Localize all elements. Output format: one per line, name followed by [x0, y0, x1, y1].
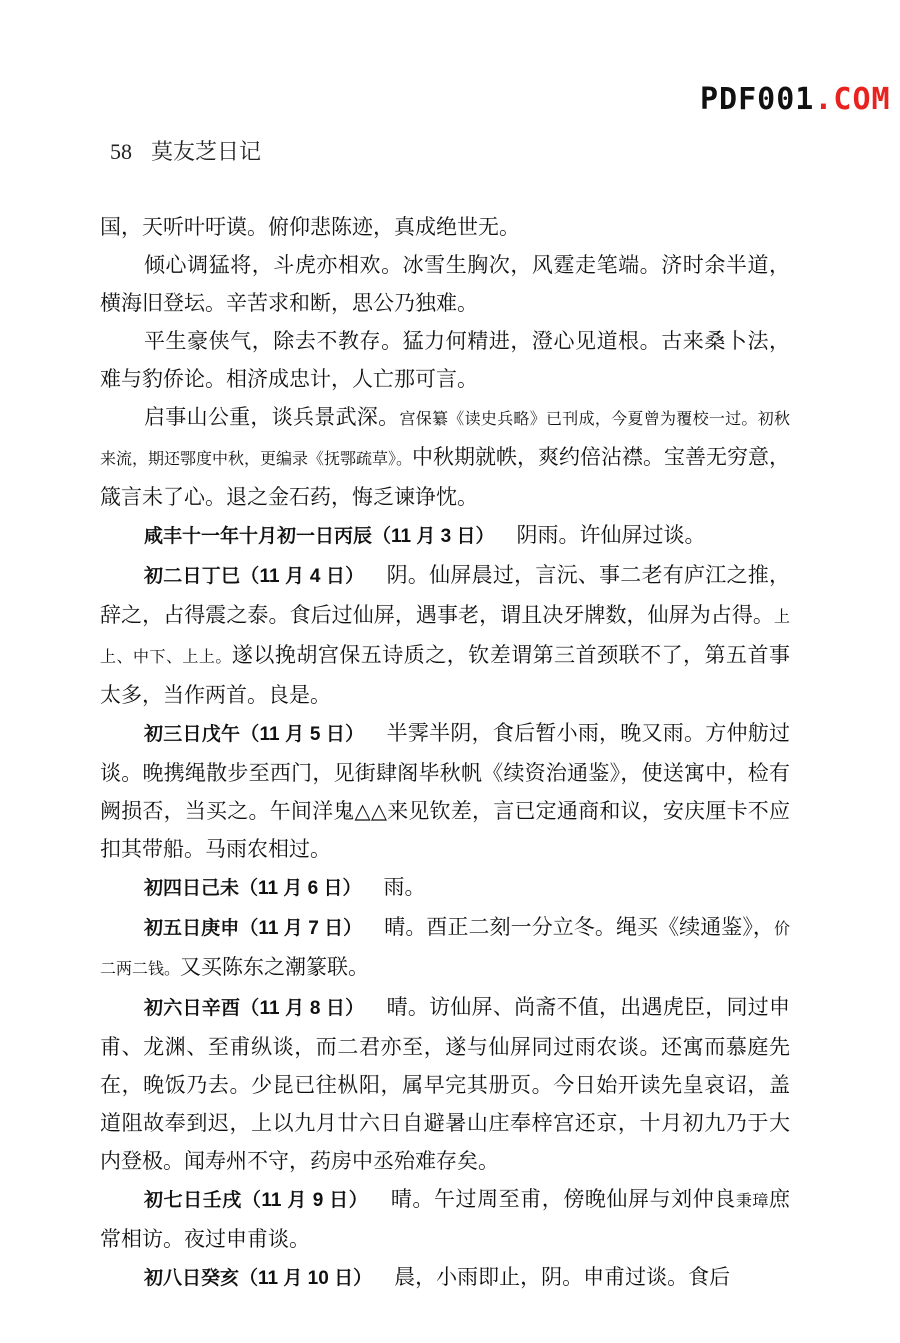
entry-date-heading: 初二日丁巳（11 月 4 日）	[144, 565, 365, 587]
page-number: 58	[110, 139, 132, 164]
entry-text: 庶常相访。夜过申甫谈。	[100, 1187, 790, 1251]
page-header	[110, 135, 261, 166]
watermark-logo: PDF001.COM	[700, 82, 891, 117]
diary-entry	[100, 868, 790, 908]
poem-stanza: 倾心调猛将，斗虎亦相欢。冰雪生胸次，风霆走笔端。济时余半道，横海旧登坛。辛苦求和断，思公乃独难。	[100, 253, 790, 315]
entry-text: 阴雨。许仙屏过谈。	[516, 523, 706, 547]
annotation: 秉璋	[735, 1191, 769, 1210]
entry-text: 晨，小雨即止，阴。申甫过谈。食后	[394, 1265, 731, 1289]
page-body	[100, 208, 790, 1298]
poem-line: 国，天听叶吁谟。俯仰悲陈迹，真成绝世无。	[100, 215, 520, 239]
entry-text: 遂以挽胡宫保五诗质之，钦差谓第三首颈联不了，第五首事太多，当作两首。良是。	[100, 643, 790, 707]
diary-entry	[100, 516, 790, 556]
entry-text: 半霁半阴，食后暂小雨，晚又雨。方仲舫过谈。晚携绳散步至西门，见街肆阁毕秋帆《续资治通鉴》，使送寓中，检有阙损否，当买之。午间洋鬼△△来见钦差，言已定通商和议，安庆厘卡不应扣其带船。马雨农相过。	[100, 721, 790, 861]
entry-date-heading: 初六日辛酉（11 月 8 日）	[144, 997, 365, 1019]
entry-text: 阴。仙屏晨过，言沅、事二老有庐江之推，辞之，占得震之泰。食后过仙屏，遇事老，谓且决牙牌数，仙屏为占得。	[100, 563, 790, 627]
diary-entry	[100, 714, 790, 868]
entry-date-heading: 初三日戊午（11 月 5 日）	[144, 723, 365, 745]
diary-entry	[100, 1258, 790, 1298]
entry-date-heading: 咸丰十一年十月初一日丙辰（11 月 3 日）	[144, 525, 495, 547]
entry-text: 又买陈东之潮篆联。	[180, 955, 370, 979]
diary-entry	[100, 988, 790, 1180]
entry-text: 晴。酉正二刻一分立冬。绳买《续通鉴》，	[384, 915, 774, 939]
poem-stanza: 启事山公重，谈兵景武深。宫保纂《读史兵略》已刊成，今夏曾为覆校一过。初秋来流，期还鄂度中秋，更编录《抚鄂疏草》。中秋期就帙，爽约倍沾襟。宝善无穷意，箴言未了心。退之金石药，悔乏谏诤忱。	[100, 405, 791, 509]
annotation: 价二两二钱。	[100, 919, 790, 978]
entry-date-heading: 初五日庚申（11 月 7 日）	[144, 917, 363, 939]
entry-date-heading: 初八日癸亥（11 月 10 日）	[144, 1267, 373, 1289]
diary-entry	[100, 556, 790, 714]
entry-text: 晴。午过周至甫，傍晚仙屏与刘仲良	[390, 1187, 736, 1211]
diary-entry	[100, 1180, 790, 1258]
book-title: 莫友芝日记	[151, 140, 262, 165]
entry-text: 晴。访仙屏、尚斋不值，出遇虎臣，同过申甫、龙渊、至甫纵谈，而二君亦至，遂与仙屏同过雨农谈。还寓而慕庭先在，晚饭乃去。少昆已往枞阳，属早完其册页。今日始开读先皇哀诏，盖道阻故奉到迟，上以九月廿六日自避暑山庄奉梓宫还京，十月初九乃于大内登极。闻寿州不守，药房中丞殆难存矣。	[100, 995, 790, 1173]
entry-date-heading: 初七日壬戌（11 月 9 日）	[144, 1189, 369, 1211]
poem-stanza: 平生豪侠气，除去不教存。猛力何精进，澄心见道根。古来桑卜法，难与豹侨论。相济成忠计，人亡那可言。	[100, 329, 790, 391]
diary-entry	[100, 908, 790, 988]
entry-text: 雨。	[383, 875, 426, 899]
annotation: 宫保纂《读史兵略》已刊成，今夏曾为覆校一过。初秋来流，期还鄂度中秋，更编录《抚鄂疏草》。	[100, 409, 790, 468]
entry-date-heading: 初四日己未（11 月 6 日）	[144, 877, 362, 899]
annotation: 上上、中下、上上。	[100, 607, 790, 666]
